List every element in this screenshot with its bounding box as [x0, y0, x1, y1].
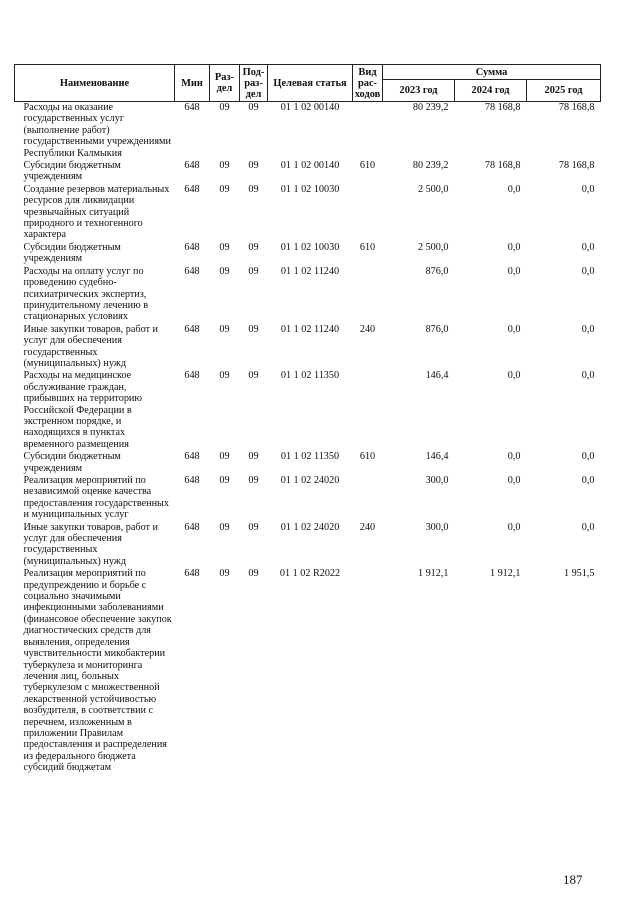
header-year-2025: 2025 год	[527, 80, 601, 102]
page-number: 187	[563, 872, 583, 887]
table-row	[15, 475, 601, 522]
row-name: Иные закупки товаров, работ и услуг для обеспечения государственных (муниципальных) нужд	[23, 323, 158, 369]
table-row	[15, 370, 601, 451]
row-amount-2025: 0,0	[581, 183, 595, 195]
header-target-article: Целевая статья	[268, 65, 353, 102]
budget-table	[14, 64, 601, 775]
row-amount-2023: 876,0	[425, 265, 449, 277]
row-target-article: 01 1 02 11240	[280, 323, 340, 335]
row-min: 648	[184, 475, 200, 486]
row-expense-type: 610	[359, 451, 376, 463]
row-min: 648	[184, 160, 200, 172]
table-row	[15, 568, 601, 774]
row-expense-type: 610	[359, 241, 376, 253]
row-expense-type	[353, 475, 383, 522]
row-razdel: 09	[219, 241, 230, 253]
header-podrazdel: Под-раз-дел	[240, 65, 268, 102]
row-podrazdel: 09	[248, 568, 259, 580]
row-name: Расходы на оказание государственных услуг (выполнение работ) государственными учреждениями Республики Калмыкия	[23, 102, 171, 159]
row-amount-2025: 0,0	[581, 265, 595, 277]
row-amount-2024: 0,0	[507, 521, 521, 533]
row-amount-2025: 0,0	[581, 475, 595, 486]
row-razdel: 09	[219, 451, 230, 463]
row-amount-2023: 876,0	[425, 323, 449, 335]
row-razdel: 09	[219, 475, 230, 486]
header-year-2024: 2024 год	[455, 80, 527, 102]
row-razdel: 09	[219, 370, 230, 382]
table-row	[15, 102, 601, 161]
header-summa: Сумма	[383, 65, 601, 80]
row-podrazdel: 09	[248, 451, 259, 463]
row-amount-2023: 1 912,1	[417, 568, 449, 580]
row-name: Расходы на оплату услуг по проведению судебно-психиатрических экспертиз, принудительному лечению в стационарных условиях	[23, 265, 149, 323]
row-min: 648	[184, 521, 200, 533]
row-expense-type: 610	[359, 160, 376, 172]
row-amount-2025: 78 168,8	[558, 160, 595, 172]
table-row	[15, 266, 601, 324]
table-header	[15, 65, 601, 102]
row-amount-2024: 78 168,8	[484, 102, 521, 113]
row-razdel: 09	[219, 160, 230, 172]
row-name: Реализация мероприятий по независимой оценке качества предоставления государственных и муниципальных услуг	[23, 475, 169, 521]
row-razdel: 09	[219, 521, 230, 533]
row-target-article: 01 1 02 11240	[280, 265, 340, 277]
row-amount-2023: 80 239,2	[412, 102, 449, 113]
row-podrazdel: 09	[248, 370, 259, 382]
row-podrazdel: 09	[248, 265, 259, 277]
row-target-article: 01 1 02 24020	[280, 475, 340, 486]
row-name: Субсидии бюджетным учреждениям	[23, 160, 121, 183]
row-podrazdel: 09	[248, 521, 259, 533]
row-amount-2024: 0,0	[507, 241, 521, 253]
row-target-article: 01 1 02 00140	[280, 102, 340, 113]
row-min: 648	[184, 241, 200, 253]
row-amount-2023: 2 500,0	[417, 241, 449, 253]
row-amount-2025: 0,0	[581, 521, 595, 533]
row-podrazdel: 09	[248, 241, 259, 253]
row-min: 648	[184, 183, 200, 195]
row-razdel: 09	[219, 323, 230, 335]
row-razdel: 09	[219, 265, 230, 277]
header-name: Наименование	[15, 65, 175, 102]
row-target-article: 01 1 02 24020	[280, 521, 340, 533]
row-min: 648	[184, 102, 200, 113]
row-target-article: 01 1 02 10030	[280, 183, 340, 195]
row-razdel: 09	[219, 183, 230, 195]
row-amount-2025: 1 951,5	[563, 568, 595, 580]
row-amount-2024: 0,0	[507, 265, 521, 277]
row-expense-type	[353, 266, 383, 324]
row-min: 648	[184, 323, 200, 335]
row-amount-2024: 0,0	[507, 370, 521, 382]
row-amount-2025: 0,0	[581, 241, 595, 253]
row-name: Расходы на медицинское обслуживание граждан, прибывших на территорию Российской Федерации в экстренном порядке, и находящихся в пунктах временного размещения	[23, 370, 142, 450]
row-amount-2023: 300,0	[425, 521, 449, 533]
table-row	[15, 242, 601, 266]
row-amount-2024: 0,0	[507, 475, 521, 486]
row-target-article: 01 1 02 R2022	[279, 568, 341, 580]
table-row	[15, 324, 601, 371]
row-amount-2025: 78 168,8	[558, 102, 595, 113]
row-target-article: 01 1 02 11350	[280, 370, 340, 382]
row-razdel: 09	[219, 102, 230, 113]
row-podrazdel: 09	[248, 475, 259, 486]
row-podrazdel: 09	[248, 160, 259, 172]
row-amount-2024: 1 912,1	[489, 568, 521, 580]
header-razdel: Раз-дел	[210, 65, 240, 102]
table-row	[15, 160, 601, 184]
row-amount-2025: 0,0	[581, 370, 595, 382]
row-amount-2024: 0,0	[507, 451, 521, 463]
row-expense-type	[353, 370, 383, 451]
row-podrazdel: 09	[248, 102, 259, 113]
row-amount-2023: 146,4	[425, 451, 449, 463]
table-row	[15, 184, 601, 242]
row-name: Создание резервов материальных ресурсов для ликвидации чрезвычайных ситуаций природного и техногенного характера	[23, 183, 170, 241]
header-expense-type: Вид рас-ходов	[353, 65, 383, 102]
table-row	[15, 451, 601, 475]
row-podrazdel: 09	[248, 183, 259, 195]
row-amount-2024: 0,0	[507, 183, 521, 195]
row-expense-type	[353, 568, 383, 774]
row-expense-type: 240	[359, 521, 376, 533]
row-amount-2025: 0,0	[581, 451, 595, 463]
header-year-2023: 2023 год	[383, 80, 455, 102]
row-expense-type	[353, 184, 383, 242]
row-amount-2024: 0,0	[507, 323, 521, 335]
row-min: 648	[184, 451, 200, 463]
table-body	[15, 102, 601, 775]
row-amount-2025: 0,0	[581, 323, 595, 335]
row-min: 648	[184, 370, 200, 382]
row-amount-2023: 2 500,0	[417, 183, 449, 195]
row-target-article: 01 1 02 11350	[280, 451, 340, 463]
row-target-article: 01 1 02 00140	[280, 160, 340, 172]
row-min: 648	[184, 265, 200, 277]
row-name: Иные закупки товаров, работ и услуг для обеспечения государственных (муниципальных) нужд	[23, 521, 158, 567]
header-min: Мин	[175, 65, 210, 102]
row-amount-2024: 78 168,8	[484, 160, 521, 172]
row-expense-type: 240	[359, 323, 376, 335]
row-name: Субсидии бюджетным учреждениям	[23, 451, 121, 474]
row-target-article: 01 1 02 10030	[280, 241, 340, 253]
row-amount-2023: 300,0	[425, 475, 449, 486]
table-row	[15, 522, 601, 569]
row-amount-2023: 80 239,2	[412, 160, 449, 172]
row-expense-type	[353, 102, 383, 161]
row-podrazdel: 09	[248, 323, 259, 335]
row-razdel: 09	[219, 568, 230, 580]
row-name: Реализация мероприятий по предупреждению и борьбе с социально значимыми инфекционными заболеваниями (финансовое обеспечение закупок диагностических средств для выявления, определения чувствительности микобактерии туберкулеза и мониторинга лечения лиц, больных туберкулезом с множественной лекарственной устойчивостью возбудителя, в соответствии с перечнем, изложенным в приложении Правилам предоставления и распределения из федерального бюджета субсидий бюджетам	[23, 568, 172, 774]
row-name: Субсидии бюджетным учреждениям	[23, 241, 121, 265]
row-min: 648	[184, 568, 200, 580]
row-amount-2023: 146,4	[425, 370, 449, 382]
budget-table-sheet	[14, 64, 600, 775]
